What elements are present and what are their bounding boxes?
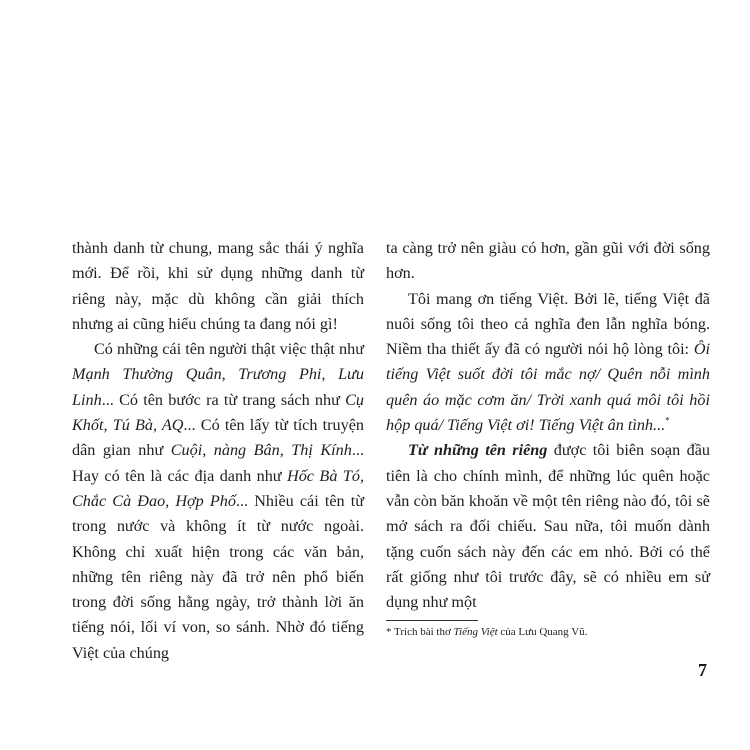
text-span: ... Hay có tên là các địa danh như: [72, 441, 365, 485]
italic-poem-quote: Ôi tiếng Việt suốt đời tôi mắc nợ/ Quên nỗi mình quên áo mặc cơm ăn/ Trời xanh quá môi tôi hồi hộp quá/ Tiếng Việt ơi! Tiếng Việt ân tình...: [386, 340, 710, 435]
text-span: ... Có tên bước ra từ trang sách như: [101, 390, 346, 409]
italic-names: Mạnh Thường Quân, Trương Phi, Lưu Linh: [72, 365, 364, 409]
right-paragraph-2: [386, 287, 710, 439]
right-column: [386, 236, 710, 615]
book-title-lead: Từ những tên riêng: [408, 441, 548, 460]
text-span: Tôi mang ơn tiếng Việt. Bởi lẽ, tiếng Việt đã nuôi sống tôi theo cả nghĩa đen lẫn nghĩa bóng. Niềm tha thiết ấy đã có người nói hộ lòng tôi:: [386, 289, 710, 359]
footnote-divider: [386, 620, 478, 621]
italic-names: Cụ Khốt, Tú Bà, AQ: [72, 390, 364, 435]
italic-names: Hốc Bà Tó, Chắc Cà Đao, Hợp Phố: [72, 466, 364, 510]
text-span: Có những cái tên người thật việc thật như: [94, 340, 364, 359]
footnote-marker: *: [665, 415, 670, 426]
text-span: được tôi biên soạn đầu tiên là cho chính mình, để những lúc quên hoặc vẫn còn băn khoăn về một tên riêng nào đó, tôi sẽ mở sách ra đối chiếu. Sau nữa, tôi muốn dành tặng cuốn sách này đến các em nhỏ. Bởi có thể rất giống như tôi trước đây, sẽ có nhiều em sử dụng như một: [386, 441, 710, 612]
footnote: [386, 625, 587, 639]
text-span: * Trích bài thơ: [386, 626, 454, 638]
left-paragraph-2: [72, 337, 364, 666]
text-span: ... Có tên lấy từ tích truyện dân gian như: [72, 416, 364, 460]
left-paragraph-1: thành danh từ chung, mang sắc thái ý nghĩa mới. Để rồi, khi sử dụng những danh từ riêng này, mặc dù không cần giải thích nhưng ai cũng hiểu chúng ta đang nói gì!: [72, 239, 364, 333]
text-span: ... Nhiều cái tên từ trong nước và không ít từ nước ngoài. Không chỉ xuất hiện trong các văn bản, những tên riêng này đã trở nên phổ biến trong đời sống hằng ngày, trở thành lời ăn tiếng nói, lối ví von, so sánh. Nhờ đó tiếng Việt của chúng: [72, 491, 364, 662]
left-column: [72, 236, 364, 666]
text-span: của Lưu Quang Vũ.: [497, 626, 588, 638]
right-paragraph-1: ta càng trở nên giàu có hơn, gần gũi với đời sống hơn.: [386, 239, 710, 283]
right-paragraph-3: [386, 438, 710, 615]
poem-title: Tiếng Việt: [453, 626, 498, 638]
page-number: 7: [698, 660, 707, 680]
italic-names: Cuội, nàng Bân, Thị Kính: [170, 441, 352, 460]
